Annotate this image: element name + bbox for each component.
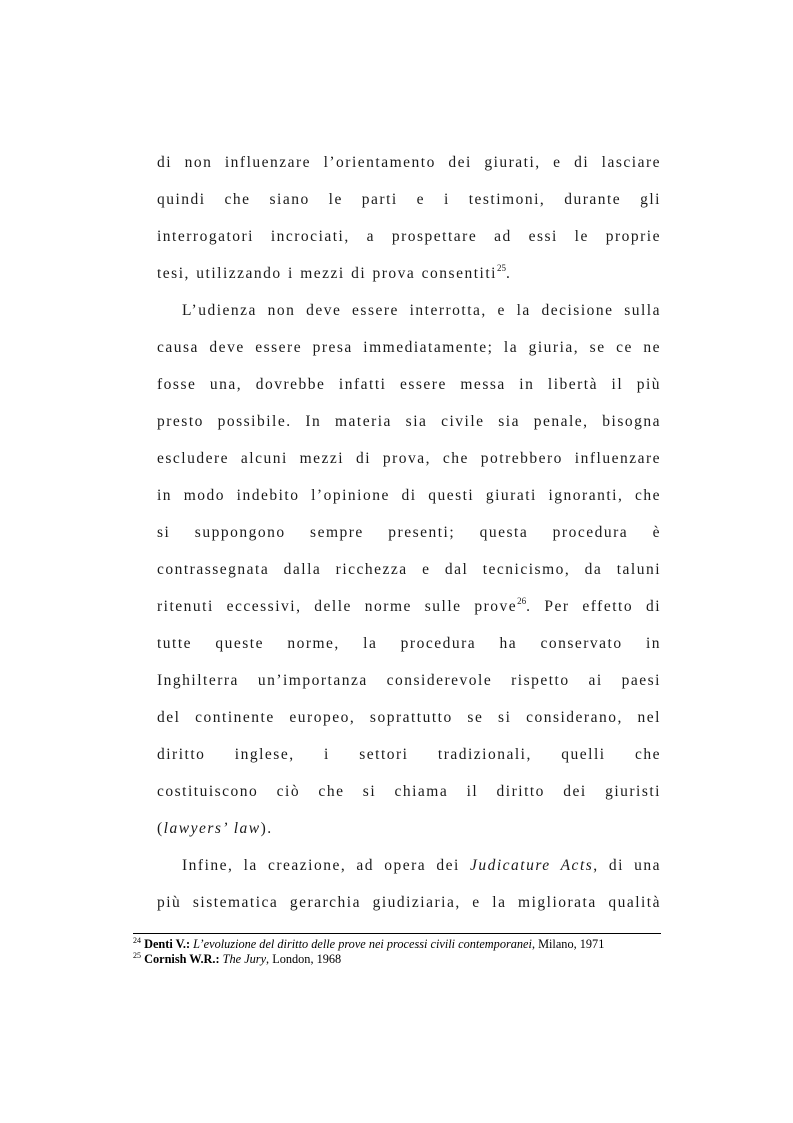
text-line: Inghilterra un’importanza considerevole rispetto ai paesi — [157, 672, 661, 689]
footnote-number: 24 — [133, 936, 141, 945]
text-fragment: ( — [157, 820, 164, 837]
text-fragment: tesi, utilizzando i mezzi di prova consentiti — [157, 265, 497, 282]
text-line — [157, 255, 661, 292]
text-line: si suppongono sempre presenti; questa procedura è — [157, 524, 661, 541]
text-fragment: Infine, la creazione, ad opera dei — [182, 857, 470, 874]
text-fragment: , di una — [593, 857, 661, 874]
body-text — [157, 144, 661, 921]
text-line — [157, 810, 661, 847]
footnote-author: Denti V.: — [144, 937, 191, 951]
text-line: diritto inglese, i settori tradizionali, quelli che — [157, 746, 661, 763]
footnote-24 — [133, 937, 673, 952]
text-line: più sistematica gerarchia giudiziaria, e la migliorata qualità — [157, 894, 661, 911]
footnote-ref-26: 26 — [517, 596, 527, 606]
italic-term: lawyers’ law — [163, 820, 261, 837]
text-line — [157, 588, 661, 625]
text-line: del continente europeo, soprattutto se si considerano, nel — [157, 709, 661, 726]
footnote-divider — [133, 933, 661, 934]
footnote-title: L’evoluzione del diritto delle prove nei processi civili contemporanei — [193, 937, 532, 951]
text-line: fosse una, dovrebbe infatti essere messa in libertà il più — [157, 376, 661, 393]
text-line: L’udienza non deve essere interrotta, e la decisione sulla — [182, 302, 661, 319]
text-line: presto possibile. In materia sia civile sia penale, bisogna — [157, 413, 661, 430]
text-line: escludere alcuni mezzi di prova, che potrebbero influenzare — [157, 450, 661, 467]
footnote-author: Cornish W.R.: — [144, 952, 220, 966]
text-line: tutte queste norme, la procedura ha conservato in — [157, 635, 661, 652]
italic-term: Judicature Acts — [469, 857, 594, 874]
text-fragment: . — [505, 265, 512, 282]
text-fragment: . Per effetto di — [526, 598, 662, 615]
text-line: di non influenzare l’orientamento dei giurati, e di lasciare — [157, 154, 661, 171]
footnote-publication: , Milano, 1971 — [531, 937, 605, 951]
text-line: causa deve essere presa immediatamente; la giuria, se ce ne — [157, 339, 661, 356]
footnotes — [133, 937, 673, 967]
text-line: costituiscono ciò che si chiama il diritto dei giuristi — [157, 783, 661, 800]
footnote-25 — [133, 952, 673, 967]
text-line: contrassegnata dalla ricchezza e dal tecnicismo, da taluni — [157, 561, 661, 578]
text-line: interrogatori incrociati, a prospettare ad essi le proprie — [157, 228, 661, 245]
footnote-title: The Jury — [222, 952, 267, 966]
footnote-ref-25: 25 — [496, 263, 506, 273]
footnote-number: 25 — [133, 951, 141, 960]
text-line: quindi che siano le parti e i testimoni, durante gli — [157, 191, 661, 208]
footnote-publication: , London, 1968 — [266, 952, 342, 966]
text-fragment: ritenuti eccessivi, delle norme sulle prove — [157, 598, 518, 615]
text-line — [157, 847, 661, 884]
text-fragment: ). — [260, 820, 273, 837]
text-line: in modo indebito l’opinione di questi giurati ignoranti, che — [157, 487, 661, 504]
